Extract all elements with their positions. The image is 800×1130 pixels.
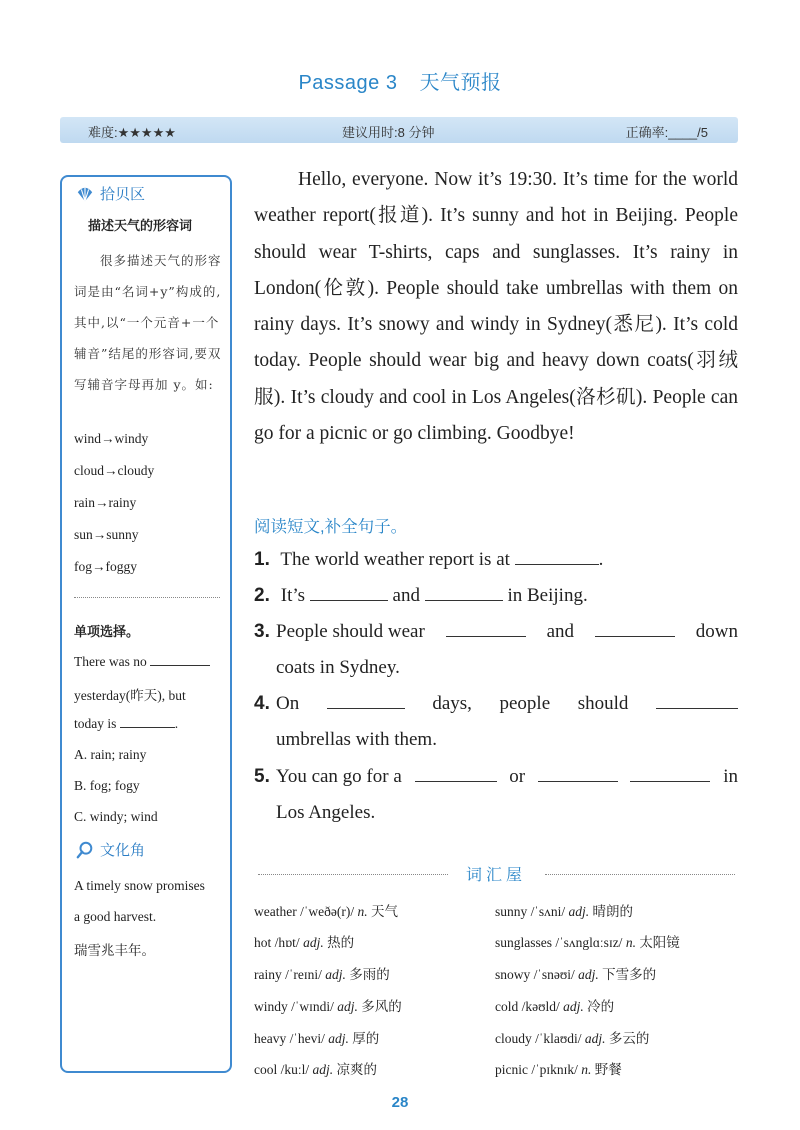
question-text: It’s — [280, 585, 306, 606]
info-bar — [60, 117, 738, 143]
accuracy-label: 正确率:____/5 — [625, 125, 708, 140]
answer-blank[interactable] — [425, 586, 503, 601]
vocab-entry — [495, 900, 633, 920]
vocab-pos: adj. — [312, 1062, 334, 1077]
answer-blank[interactable] — [150, 653, 210, 666]
vocab-word: windy /ˈwɪndi/ — [254, 999, 334, 1014]
vocab-pos: n. — [357, 904, 368, 919]
vocab-word: weather /ˈweðə(r)/ — [254, 904, 355, 919]
vocab-pos: adj. — [328, 1031, 349, 1046]
vocab-word: sunglasses /ˈsʌnglɑːsɪz/ — [495, 935, 623, 950]
vocab-entry — [254, 931, 354, 951]
vocab-pos: adj. — [584, 1031, 606, 1046]
vocab-meaning: 多风的 — [361, 999, 402, 1014]
difficulty-label: 难度:★★★★★ — [88, 125, 176, 140]
vocab-entry — [495, 1027, 649, 1047]
vocab-meaning: 冷的 — [587, 999, 615, 1014]
vocab-pos: n. — [581, 1062, 592, 1077]
vocab-entry — [254, 963, 390, 983]
vocab-pos: n. — [625, 935, 636, 950]
example-item: cloud→cloudy — [74, 463, 155, 478]
vocab-pos: adj. — [568, 904, 590, 919]
question-text: or — [509, 766, 526, 787]
question-text: You can go for a — [276, 766, 402, 787]
question-text: The world weather report is at — [280, 549, 510, 570]
vocab-meaning: 野餐 — [594, 1062, 622, 1077]
vocab-meaning: 凉爽的 — [336, 1062, 378, 1077]
question-number: 2. — [254, 585, 270, 606]
answer-blank[interactable] — [327, 694, 405, 709]
quiz-text: . — [174, 716, 179, 731]
suggested-time-label: 建议用时:8 分钟 — [342, 125, 435, 140]
vocab-pos: adj. — [563, 999, 584, 1014]
question-text: On — [276, 693, 300, 714]
section-title-shell: 拾贝区 — [100, 186, 146, 203]
question-4-cont: umbrellas with them. — [276, 729, 437, 750]
question-text: and — [392, 585, 420, 606]
question-2 — [254, 585, 738, 607]
quiz-option[interactable]: C. windy; wind — [74, 809, 158, 824]
quiz-title: 单项选择。 — [74, 624, 140, 639]
example-item: sun→sunny — [74, 527, 139, 542]
vocab-word: snowy /ˈsnəʊi/ — [495, 967, 575, 982]
vocab-word: rainy /ˈreɪni/ — [254, 967, 322, 982]
vocab-entry — [254, 900, 398, 920]
culture-text: a good harvest. — [74, 909, 157, 924]
question-text: . — [598, 549, 604, 570]
answer-blank[interactable] — [446, 622, 526, 637]
quiz-line — [74, 715, 178, 732]
vocab-entry — [254, 1027, 379, 1047]
question-number: 4. — [254, 693, 270, 714]
answer-blank[interactable] — [630, 767, 710, 782]
question-number: 5. — [254, 766, 270, 787]
vocab-meaning: 热的 — [327, 935, 355, 950]
quiz-line — [74, 653, 210, 670]
divider — [74, 597, 220, 598]
quiz-text: There was no — [74, 654, 147, 669]
vocab-word: heavy /ˈhevi/ — [254, 1031, 325, 1046]
vocab-meaning: 多云的 — [608, 1031, 650, 1046]
divider — [545, 874, 735, 875]
example-item: wind→windy — [74, 431, 149, 446]
answer-blank[interactable] — [310, 586, 388, 601]
vocab-entry — [495, 963, 656, 983]
vocab-entry — [495, 931, 680, 951]
vocab-pos: adj. — [578, 967, 599, 982]
answer-blank[interactable] — [595, 622, 675, 637]
quiz-option[interactable]: B. fog; fogy — [74, 778, 140, 793]
vocab-entry — [254, 995, 402, 1015]
question-text: people — [499, 693, 551, 714]
question-text: down — [695, 621, 738, 642]
vocab-word: cool /kuːl/ — [254, 1062, 310, 1077]
vocab-title: 词汇屋 — [465, 867, 526, 884]
culture-text-cn: 瑞雪兆丰年。 — [74, 943, 155, 958]
quiz-text: today is — [74, 716, 117, 731]
section-title-culture: 文化角 — [100, 842, 146, 859]
answer-blank[interactable] — [415, 767, 497, 782]
vocab-entry — [495, 1058, 622, 1078]
quiz-line: yesterday(昨天), but — [74, 688, 186, 703]
answer-blank[interactable] — [515, 550, 599, 565]
question-1 — [254, 549, 738, 571]
quiz-option[interactable]: A. rain; rainy — [74, 747, 147, 762]
question-5 — [254, 766, 738, 788]
shell-icon — [76, 185, 94, 203]
passage-label: Passage 3 — [298, 72, 398, 94]
vocab-pos: adj. — [337, 999, 358, 1014]
question-text: in — [723, 766, 738, 787]
magnifier-icon — [76, 841, 94, 859]
exercise-title: 阅读短文,补全句子。 — [254, 518, 408, 536]
vocab-word: cold /kəʊld/ — [495, 999, 560, 1014]
question-number: 3. — [254, 621, 270, 642]
example-item: fog→foggy — [74, 559, 137, 574]
culture-text: A timely snow promises — [74, 878, 205, 893]
vocab-meaning: 下雪多的 — [602, 967, 657, 982]
question-text: in Beijing. — [507, 585, 588, 606]
answer-blank[interactable] — [538, 767, 618, 782]
question-4 — [254, 693, 738, 715]
vocab-word: picnic /ˈpɪknɪk/ — [495, 1062, 578, 1077]
question-text: People should wear — [276, 621, 425, 642]
question-text: should — [577, 693, 629, 714]
vocab-word: sunny /ˈsʌni/ — [495, 904, 566, 919]
reading-passage: Hello, everyone. Now it’s 19:30. It’s time for the world weather report(报道). It’s sunny and hot in Beijing. People should wear T-shirts, caps and sunglasses. It’s rainy in London(伦敦). People should take umbrellas with them on rainy days. It’s snowy and windy in Sydney(悉尼). It’s cold today. People should wear big and heavy down coats(羽绒服). It’s cloudy and cool in Los Angeles(洛杉矶). People can go for a picnic or go climbing. Goodbye! — [254, 169, 738, 445]
sidebar-paragraph: 很多描述天气的形容词是由“名词+y”构成的,其中,以“一个元音+一个辅音”结尾的形容词,要双写辅音字母再加 y。如: — [74, 253, 222, 392]
answer-blank[interactable] — [120, 715, 175, 728]
example-item: rain→rainy — [74, 495, 137, 510]
vocab-pos: adj. — [303, 935, 324, 950]
vocab-meaning: 多雨的 — [349, 967, 390, 982]
page-number: 28 — [391, 1094, 409, 1111]
question-number: 1. — [254, 549, 270, 570]
question-3-cont: coats in Sydney. — [276, 657, 400, 678]
vocab-word: hot /hɒt/ — [254, 935, 300, 950]
sidebar-section-culture — [76, 839, 145, 860]
question-5-cont: Los Angeles. — [276, 802, 376, 823]
question-3 — [254, 621, 738, 643]
vocab-meaning: 天气 — [370, 904, 398, 919]
vocab-entry — [495, 995, 614, 1015]
sidebar-panel — [60, 175, 232, 1073]
vocab-meaning: 太阳镜 — [639, 935, 680, 950]
sidebar-subtitle: 描述天气的形容词 — [88, 218, 193, 233]
vocab-pos: adj. — [325, 967, 346, 982]
question-text: and — [546, 621, 574, 642]
question-text: days, — [432, 693, 472, 714]
answer-blank[interactable] — [656, 694, 738, 709]
page-title — [0, 66, 800, 95]
vocab-meaning: 厚的 — [352, 1031, 380, 1046]
vocab-meaning: 晴朗的 — [592, 904, 634, 919]
vocab-word: cloudy /ˈklaʊdi/ — [495, 1031, 582, 1046]
vocab-entry — [254, 1058, 377, 1078]
sidebar-section-shell — [76, 183, 145, 204]
passage-topic: 天气预报 — [419, 72, 502, 94]
